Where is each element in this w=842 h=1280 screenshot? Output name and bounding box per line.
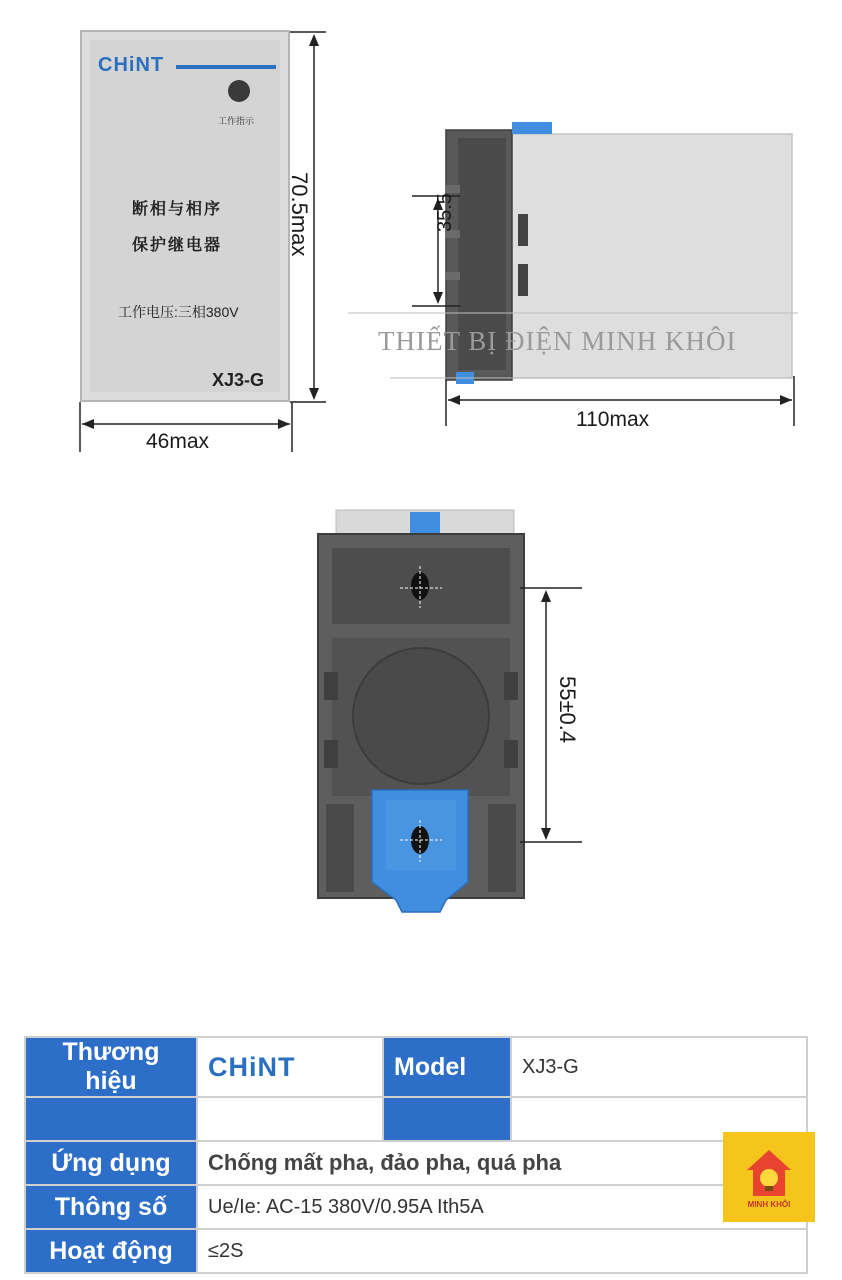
mount-dimension-label: 55±0.4 [555,676,580,744]
empty-value-cell [197,1097,383,1141]
operation-value: ≤2S [197,1229,807,1273]
operation-label: Hoạt động [25,1229,197,1273]
indicator-label: 工作指示 [218,116,255,126]
front-model: XJ3-G [212,370,265,390]
brand-value-cell [197,1037,383,1097]
front-voltage: 工作电压:三相380V [118,304,239,320]
pin-dimension-label: 35.5 [434,193,456,232]
spec-label: Thông số [25,1185,197,1229]
model-value: XJ3-G [511,1037,807,1097]
table-row [25,1185,807,1229]
table-row [25,1229,807,1273]
watermark-text: THIẾT BỊ ĐIỆN MINH KHÔI [378,326,737,356]
front-title-line1: 断相与相序 [132,201,223,218]
height-dimension-label: 70.5max [287,172,312,257]
empty-model-label-cell [383,1097,511,1141]
table-row [25,1141,807,1185]
table-row [25,1097,807,1141]
minh-khoi-badge [723,1132,815,1222]
front-brand-logo: CHiNT [98,54,165,76]
model-label: Model [383,1037,511,1097]
spec-value: Ue/Ie: AC-15 380V/0.95A Ith5A [197,1185,807,1229]
badge-text: MINH KHÔI [747,1200,791,1209]
spec-table [24,1036,808,1274]
depth-dimension-label: 110max [576,408,650,431]
front-title-line2: 保护继电器 [132,237,223,254]
width-dimension-label: 46max [146,430,210,453]
table-row [25,1037,807,1097]
application-label: Ứng dụng [25,1141,197,1185]
application-value: Chống mất pha, đảo pha, quá pha [197,1141,807,1185]
brand-logo: CHiNT [208,1051,296,1082]
brand-label: Thương hiệu [25,1037,197,1097]
empty-label-cell [25,1097,197,1141]
